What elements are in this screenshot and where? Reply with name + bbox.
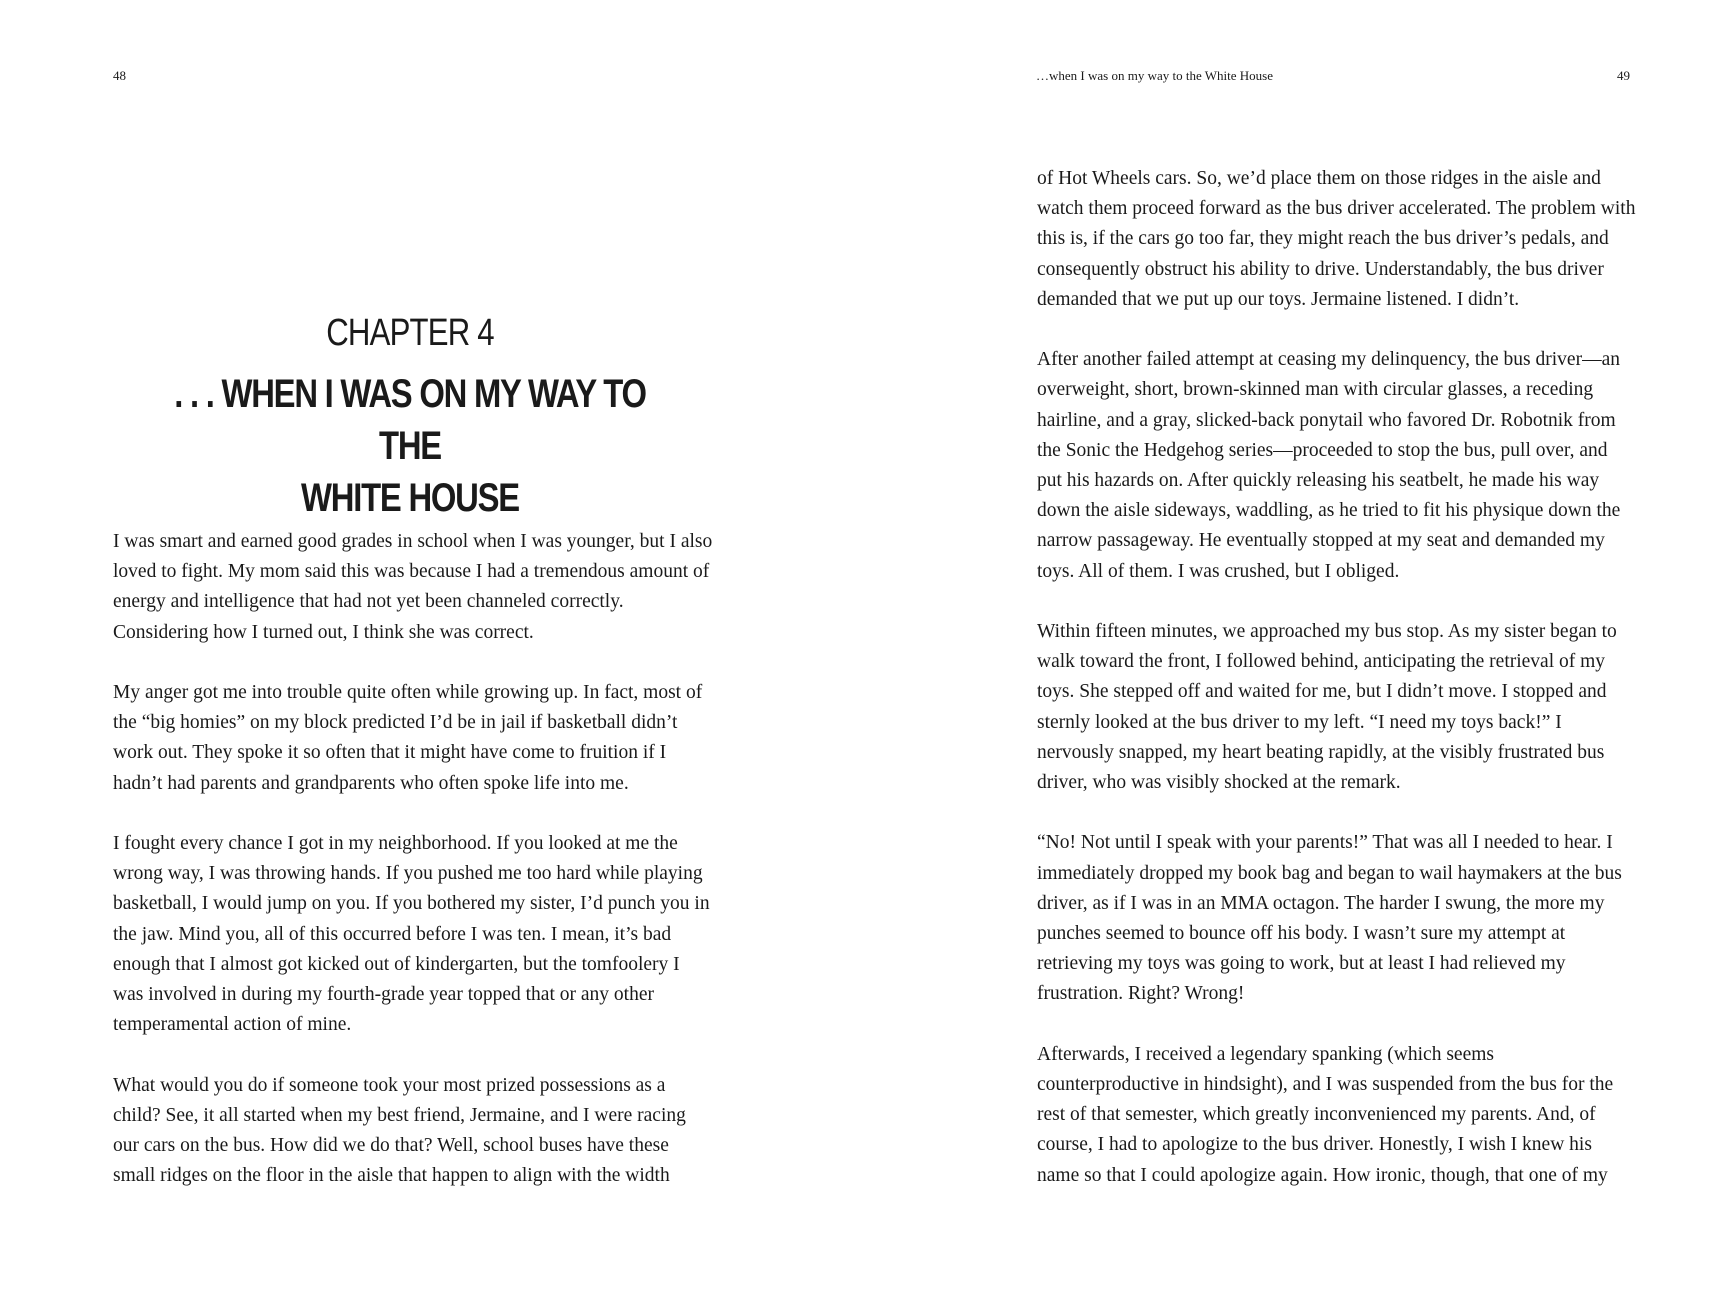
paragraph: My anger got me into trouble quite often while growing up. In fact, most of the “big homies” on my block predicted I’d be in jail if basketball didn’t work out. They spoke it so often that it might have come to fruition if I hadn’t had parents and grandparents who often spoke life into me. xyxy=(113,682,703,794)
running-head: …when I was on my way to the White House xyxy=(1036,68,1273,83)
paragraph: After another failed attempt at ceasing my delinquency, the bus driver—an overweight, short, brown-skinned man with circular glasses, a receding hairline, and a gray, slicked-back ponytail who favored Dr. Robotnik from the Sonic the Hedgehog series—proceeded to stop the bus, pull over, and put his hazards on. After quickly releasing his seatbelt, he made his way down the aisle sideways, waddling, as he tried to fit his physique down the narrow passageway. He eventually stopped at my seat and demanded my toys. All of them. I was crushed, but I obliged. xyxy=(1037,349,1621,582)
paragraph: of Hot Wheels cars. So, we’d place them on those ridges in the aisle and watch them proceed forward as the bus driver accelerated. The problem with this is, if the cars go too far, they might reach the bus driver’s pedals, and consequently obstruct his ability to drive. Understandably, the bus driver demanded that we put up our toys. Jermaine listened. I didn’t. xyxy=(1037,168,1636,310)
chapter-heading xyxy=(113,310,707,524)
chapter-title-line-2: WHITE HOUSE xyxy=(301,476,519,520)
body-text-left xyxy=(113,527,713,1191)
paragraph: I fought every chance I got in my neighborhood. If you looked at me the wrong way, I was throwing hands. If you pushed me too hard while playing basketball, I would jump on you. If you bothered my sister, I’d punch you in the jaw. Mind you, all of this occurred before I was ten. I mean, it’s bad enough that I almost got kicked out of kindergarten, but the tomfoolery I was involved in during my fourth-grade year topped that or any other temperamental action of mine. xyxy=(113,833,710,1036)
paragraph: Afterwards, I received a legendary spanking (which seems counterproductive in hindsight), and I was suspended from the bus for the rest of that semester, which greatly inconvenienced my parents. And, of course, I had to apologize to the bus driver. Honestly, I wish I knew his name so that I could apologize again. How ironic, though, that one of my xyxy=(1037,1043,1614,1186)
right-page xyxy=(864,0,1728,1296)
page-number-left: 48 xyxy=(113,68,126,83)
paragraph: Within fifteen minutes, we approached my bus stop. As my sister began to walk toward the front, I followed behind, anticipating the retrieval of my toys. She stepped off and waited for me, but I didn’t move. I stopped and sternly looked at the bus driver to my left. “I need my toys back!” I nervously snapped, my heart beating rapidly, at the visibly frustrated bus driver, who was visibly shocked at the remark. xyxy=(1037,621,1617,794)
body-text-right xyxy=(1037,164,1637,1191)
chapter-label: CHAPTER 4 xyxy=(326,312,494,354)
paragraph: What would you do if someone took your most prized possessions as a child? See, it all started when my best friend, Jermaine, and I were racing our cars on the bus. How did we do that? Well, school buses have these small ridges on the floor in the aisle that happen to align with the width xyxy=(113,1074,686,1187)
chapter-title xyxy=(166,368,653,524)
paragraph: “No! Not until I speak with your parents!” That was all I needed to hear. I immediately dropped my book bag and began to wail haymakers at the bus driver, as if I was in an MMA octagon. The harder I swung, the more my punches seemed to bounce off his body. I wasn’t sure my attempt at retrieving my toys was going to work, but at least I had relieved my frustration. Right? Wrong! xyxy=(1037,832,1622,1005)
chapter-title-line-1: . . . WHEN I WAS ON MY WAY TO THE xyxy=(174,372,646,468)
paragraph: I was smart and earned good grades in school when I was younger, but I also loved to fight. My mom said this was because I had a tremendous amount of energy and intelligence that had not yet been channeled correctly. Considering how I turned out, I think she was correct. xyxy=(113,531,713,643)
page-number-right: 49 xyxy=(1617,68,1630,83)
